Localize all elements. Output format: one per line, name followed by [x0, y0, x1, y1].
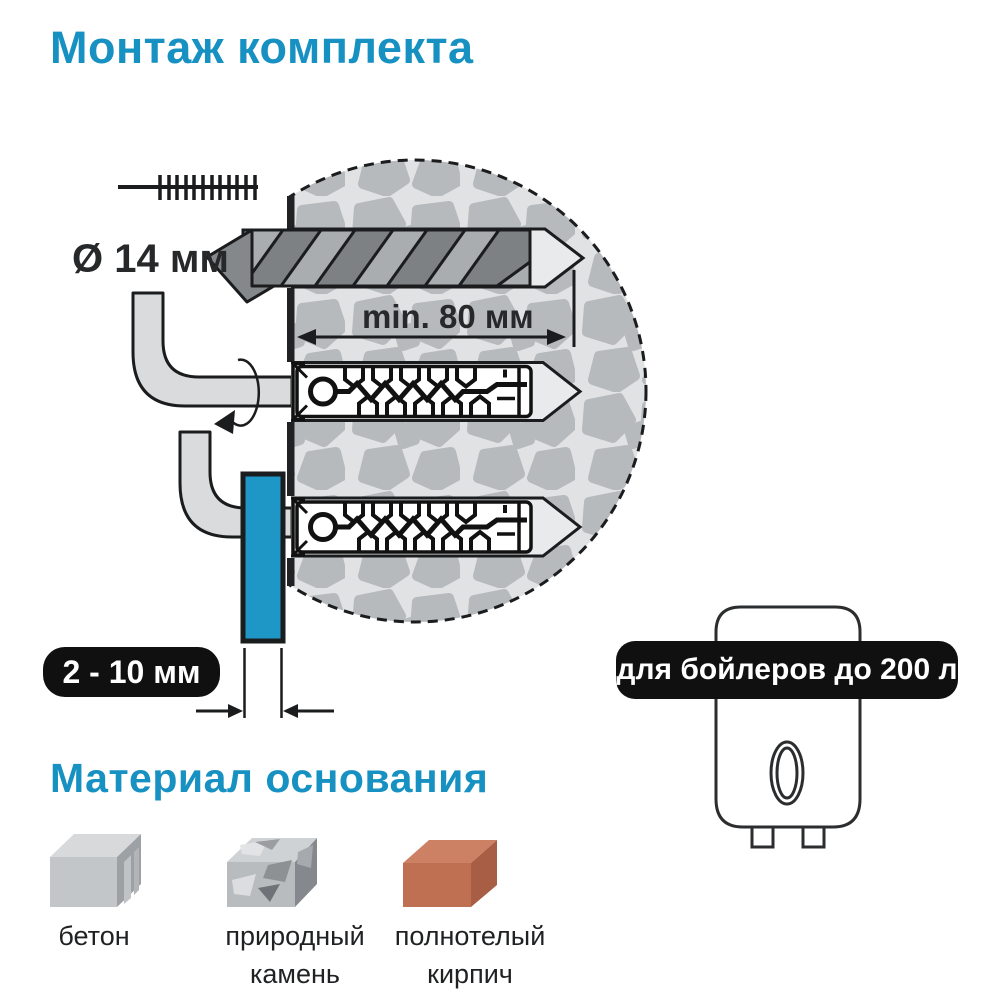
spacer-plate: [243, 474, 283, 641]
stone-block-icon: [227, 838, 317, 907]
material-label-natural-stone: природный камень: [225, 921, 365, 989]
concrete-block-icon: [50, 834, 141, 907]
page-title: Монтаж комплекта: [50, 22, 474, 73]
l-hook-bolt-icon: [133, 293, 292, 406]
material-label-concrete: бетон: [58, 921, 130, 951]
hole-diameter-label: Ø 14 мм: [72, 237, 230, 281]
expansion-anchor-icon: [291, 363, 580, 421]
expansion-anchor-icon-2: [291, 498, 580, 556]
boiler-capacity-badge: для бойлеров до 200 л: [616, 641, 958, 699]
brick-block-icon: [403, 840, 497, 907]
material-label-solid-brick: полнотелый кирпич: [394, 921, 546, 989]
materials-heading: Материал основания: [50, 755, 489, 801]
spacing-badge: 2 - 10 мм: [43, 647, 220, 697]
hole-depth-label: min. 80 мм: [362, 298, 534, 335]
tick-scale-icon: [118, 175, 258, 200]
